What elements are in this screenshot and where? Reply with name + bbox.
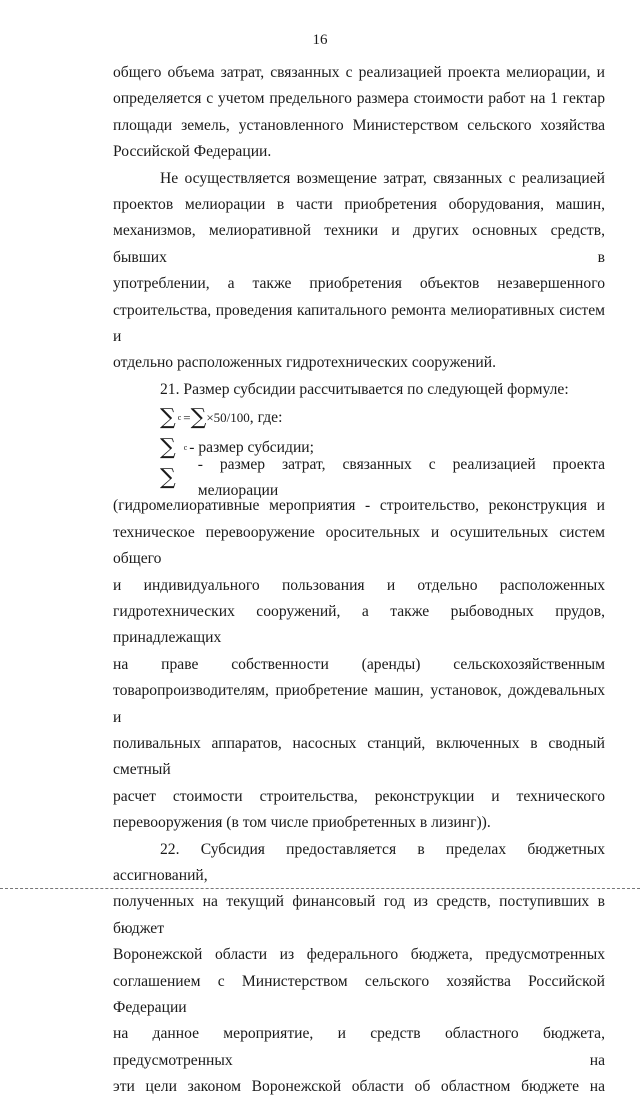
paragraph-no-reimbursement <box>113 166 605 377</box>
page-bottom-edge <box>0 888 640 889</box>
text-line: Российской Федерации. <box>113 143 272 161</box>
text-line: гидротехнических сооружений, а также рыбоводных прудов, принадлежащих <box>113 602 605 647</box>
formula-subscript: c <box>177 413 182 423</box>
text-line: общего объема затрат, связанных с реализацией проекта мелиорации, и <box>113 64 605 81</box>
text-line: поливальных аппаратов, насосных станций, включенных в сводный сметный <box>113 734 605 779</box>
text-line: отдельно расположенных гидротехнических сооружений. <box>113 354 496 372</box>
sum-symbol: ∑ <box>160 435 176 461</box>
text-line: и индивидуального пользования и отдельно расположенных <box>113 576 605 594</box>
text-line: расчет стоимости строительства, реконструкции и технического <box>113 787 605 805</box>
sum-symbol: ∑ <box>160 465 176 491</box>
sum-symbol: ∑ <box>160 405 176 431</box>
text-line: проектов мелиорации в части приобретения оборудования, машин, <box>113 196 605 214</box>
text-line: - размер затрат, связанных с реализацией проекта мелиорации <box>197 455 605 500</box>
formula-equals: = <box>183 410 191 426</box>
definition-subscript: c <box>183 443 188 453</box>
text-line: на данное мероприятие, и средств областного бюджета, предусмотренных на <box>113 1025 605 1069</box>
sum-symbol: ∑ <box>190 405 207 431</box>
text-line: Не осуществляется возмещение затрат, связанных с реализацией <box>160 169 605 187</box>
text-line: площади земель, установленного Министерством сельского хозяйства <box>113 116 605 134</box>
definition-costs <box>113 455 605 836</box>
text-line: употреблении, а также приобретения объектов незавершенного <box>113 275 605 293</box>
text-line: 22. Субсидия предоставляется в пределах бюджетных ассигнований, <box>113 840 605 884</box>
document-body <box>113 60 605 1101</box>
paragraph-continuation <box>113 60 605 166</box>
text-line: полученных на текущий финансовый год из средств, поступивших в бюджет <box>113 893 605 937</box>
subsidy-formula <box>113 403 605 433</box>
text-line: соглашением с Министерством сельского хозяйства Российской Федерации <box>113 972 605 1016</box>
page-number: 16 <box>312 32 328 48</box>
text-line: строительства, проведения капитального ремонта мелиоративных систем и <box>113 301 605 346</box>
text-line: механизмов, мелиоративной техники и других основных средств, бывших в <box>113 222 605 266</box>
text-line: перевооружения (в том числе приобретенных в лизинг)). <box>113 814 491 832</box>
paragraph-22 <box>113 837 605 1101</box>
paragraph-21: 21. Размер субсидии рассчитывается по следующей формуле: <box>160 380 569 398</box>
text-line: (гидромелиоративные мероприятия - строительство, реконструкция и <box>113 497 605 515</box>
text-line: товаропроизводителям, приобретение машин, установок, дождевальных и <box>113 682 605 726</box>
definition-text: - размер субсидии; <box>189 439 314 457</box>
formula-tail: , где: <box>249 409 283 427</box>
text-line: определяется с учетом предельного размера стоимости работ на 1 гектар <box>113 90 605 108</box>
definition-first-line <box>113 455 605 500</box>
formula-expression: ×50/100 <box>206 410 250 426</box>
text-line: на праве собственности (аренды) сельскохозяйственным <box>113 655 605 673</box>
text-line: техническое перевооружение оросительных и осушительных систем общего <box>113 523 605 568</box>
text-line: Воронежской области из федерального бюджета, предусмотренных <box>113 946 605 964</box>
text-line: эти цели законом Воронежской области об областном бюджете на <box>113 1078 605 1096</box>
